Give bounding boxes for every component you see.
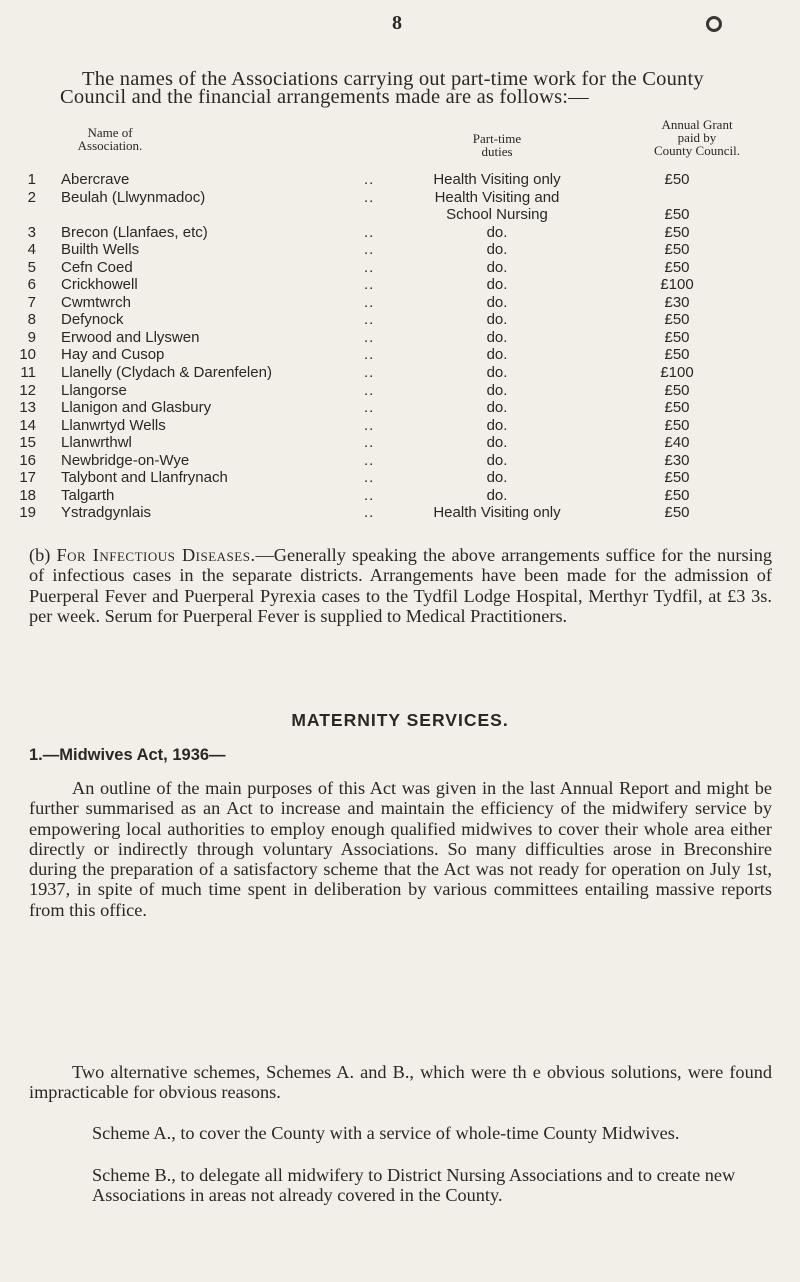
part-time-duties: Health Visiting only: [433, 171, 561, 188]
annual-grant: £50: [664, 381, 690, 399]
part-time-duties: do.: [486, 328, 508, 346]
leader-dots: ..: [364, 469, 375, 487]
header-name-line-2: Association.: [77, 138, 143, 153]
row-number: 7: [27, 293, 36, 311]
row-number: 4: [27, 241, 36, 259]
association-name: Llanwrthwl: [61, 434, 132, 452]
part-time-duties: do.: [486, 346, 508, 364]
header-name-of-association: [60, 126, 160, 152]
midwives-act-heading: 1.—Midwives Act, 1936—: [29, 746, 226, 764]
annual-grant: £50: [664, 399, 690, 417]
annual-grant: £50: [664, 258, 690, 276]
association-name: Llanelly (Clydach & Darenfelen): [61, 364, 272, 382]
row-number: 11: [20, 364, 36, 382]
annual-grant: £50: [664, 206, 690, 224]
associations-table: [0, 171, 800, 522]
part-time-duties: Health Visiting and: [434, 188, 560, 206]
part-time-duties: do.: [486, 399, 508, 417]
part-time-duties: do.: [486, 381, 508, 399]
table-row: [0, 329, 800, 347]
annual-grant: £50: [664, 171, 690, 188]
part-time-duties: do.: [486, 276, 508, 294]
table-row: [0, 346, 800, 364]
annual-grant: £30: [664, 451, 690, 469]
association-name: Builth Wells: [61, 241, 140, 259]
leader-dots: ..: [364, 381, 375, 399]
header-grant-line-1: Annual Grant: [661, 117, 733, 132]
table-row: [0, 399, 800, 417]
row-number: 8: [27, 311, 36, 329]
table-row: [0, 276, 800, 294]
annual-grant: £100: [660, 364, 694, 382]
part-time-duties: do.: [486, 293, 508, 311]
row-number: 9: [27, 328, 36, 346]
part-time-duties: do.: [486, 434, 508, 452]
row-number: 19: [19, 504, 36, 522]
annual-grant: £50: [664, 328, 690, 346]
annual-grant: £30: [664, 293, 690, 311]
intro-paragraph: The names of the Associations carrying out part-time work for the County Council and the financial arrangements made are as follows:—: [60, 68, 704, 108]
leader-dots: ..: [364, 399, 375, 417]
annual-grant: £50: [664, 241, 690, 259]
leader-dots: ..: [364, 346, 375, 364]
association-name: Defynock: [61, 311, 124, 329]
row-number: 17: [19, 469, 36, 487]
row-number: 1: [27, 171, 36, 188]
part-time-duties: do.: [486, 311, 508, 329]
leader-dots: ..: [364, 364, 375, 382]
leader-dots: ..: [364, 328, 375, 346]
infectious-diseases-text: —Generally speaking the above arrangements suffice for the nursing of infectious cases in the separate districts. Arrangements have been made for the admission of Puerperal Fever and Puerperal Pyrexia cases to the Tydfil Lodge Hospital, Merthyr Tydfil, at £3 3s. per week. Serum for Puerperal Fever is supplied to Medical Practitioners.: [29, 545, 772, 626]
header-grant-line-3: County Council.: [654, 143, 740, 158]
part-time-duties: do.: [486, 258, 508, 276]
leader-dots: ..: [364, 188, 375, 206]
header-grant-line-2: paid by: [677, 130, 717, 145]
annual-grant: £50: [664, 223, 690, 241]
association-name: Talgarth: [61, 486, 115, 504]
part-time-duties: do.: [486, 241, 508, 259]
page-number: 8: [392, 12, 402, 34]
leader-dots: ..: [364, 504, 375, 522]
section-label: (b): [29, 545, 51, 565]
alternative-schemes-paragraph: Two alternative schemes, Schemes A. and B., which were th e obvious solutions, were found impracticable for obvious reasons.: [29, 1062, 772, 1103]
leader-dots: ..: [364, 241, 375, 259]
row-number: 13: [19, 399, 36, 417]
association-name: Beulah (Llwynmadoc): [61, 188, 206, 206]
row-number: 12: [19, 381, 36, 399]
leader-dots: ..: [364, 416, 375, 434]
row-number: 6: [27, 276, 36, 294]
association-name: Cefn Coed: [61, 258, 133, 276]
association-name: Talybont and Llanfrynach: [61, 469, 228, 487]
association-name: Brecon (Llanfaes, etc): [61, 223, 208, 241]
table-row: [0, 504, 800, 522]
leader-dots: ..: [364, 276, 375, 294]
table-row: [0, 364, 800, 382]
part-time-duties: do.: [486, 223, 508, 241]
leader-dots: ..: [364, 486, 375, 504]
table-row: [0, 417, 800, 435]
annual-grant: £40: [664, 434, 690, 452]
leader-dots: ..: [364, 223, 375, 241]
row-number: 3: [27, 223, 36, 241]
table-row: [0, 224, 800, 242]
table-row: [0, 382, 800, 400]
association-name: Erwood and Llyswen: [61, 328, 200, 346]
association-name: Newbridge-on-Wye: [61, 451, 190, 469]
annual-grant: £100: [660, 276, 694, 294]
part-time-duties: do.: [486, 469, 508, 487]
row-number: 15: [19, 434, 36, 452]
association-name: Hay and Cusop: [61, 346, 165, 364]
leader-dots: ..: [364, 293, 375, 311]
leader-dots: ..: [364, 311, 375, 329]
header-name-line-1: Name of: [87, 125, 133, 140]
association-name: Crickhowell: [61, 276, 138, 294]
leader-dots: ..: [364, 451, 375, 469]
part-time-duties: School Nursing: [446, 206, 548, 224]
table-row: [0, 469, 800, 487]
part-time-duties: do.: [486, 416, 508, 434]
row-number: 16: [19, 451, 36, 469]
header-duties-line-1: Part-time: [472, 131, 522, 146]
infectious-diseases-heading: For Infectious Diseases.: [56, 545, 256, 565]
part-time-duties: do.: [486, 486, 508, 504]
leader-dots: ..: [364, 258, 375, 276]
infectious-diseases-paragraph: [29, 545, 772, 626]
midwives-act-paragraph: An outline of the main purposes of this Act was given in the last Annual Report and might be further summarised as an Act to increase and maintain the efficiency of the midwifery service by empowering local authorities to employ enough qualified midwives to cover their whole area either directly or indirectly through voluntary Associations. So many difficulties arose in Breconshire during the preparation of a satisfactory scheme that the Act was not ready for operation on July 1st, 1937, in spite of much time spent in deliberation by various committees entailing massive reports from this office.: [29, 778, 772, 920]
annual-grant: £50: [664, 416, 690, 434]
association-name: Cwmtwrch: [61, 293, 131, 311]
header-part-time-duties: [447, 132, 547, 158]
table-row: [0, 259, 800, 277]
part-time-duties: do.: [486, 364, 508, 382]
association-name: Llangorse: [61, 381, 127, 399]
annual-grant: £50: [664, 311, 690, 329]
header-annual-grant: [622, 118, 772, 157]
part-time-duties: do.: [486, 451, 508, 469]
row-number: 18: [19, 486, 36, 504]
annual-grant: £50: [664, 504, 690, 522]
row-number: 2: [27, 188, 36, 206]
leader-dots: ..: [364, 434, 375, 452]
association-name: Abercrave: [61, 171, 130, 188]
row-number: 5: [27, 258, 36, 276]
row-number: 14: [19, 416, 36, 434]
scheme-b-paragraph: Scheme B., to delegate all midwifery to District Nursing Associations and to create new Associations in areas not already covered in the County.: [92, 1165, 736, 1206]
table-row: [0, 206, 800, 224]
part-time-duties: Health Visiting only: [433, 504, 561, 522]
header-duties-line-2: duties: [481, 144, 513, 159]
table-row: [0, 434, 800, 452]
table-row: [0, 171, 800, 189]
corner-mark: [706, 16, 722, 32]
annual-grant: £50: [664, 346, 690, 364]
maternity-services-heading: MATERNITY SERVICES.: [291, 710, 509, 730]
association-name: Llanwrtyd Wells: [61, 416, 166, 434]
leader-dots: ..: [364, 171, 375, 188]
scheme-a-paragraph: Scheme A., to cover the County with a service of whole-time County Midwives.: [92, 1123, 680, 1143]
table-row: [0, 311, 800, 329]
table-row: [0, 241, 800, 259]
association-name: Llanigon and Glasbury: [61, 399, 212, 417]
row-number: 10: [19, 346, 36, 364]
annual-grant: £50: [664, 469, 690, 487]
table-row: [0, 294, 800, 312]
table-row: [0, 452, 800, 470]
association-name: Ystradgynlais: [61, 504, 152, 522]
table-row: [0, 487, 800, 505]
table-row: [0, 189, 800, 207]
annual-grant: £50: [664, 486, 690, 504]
